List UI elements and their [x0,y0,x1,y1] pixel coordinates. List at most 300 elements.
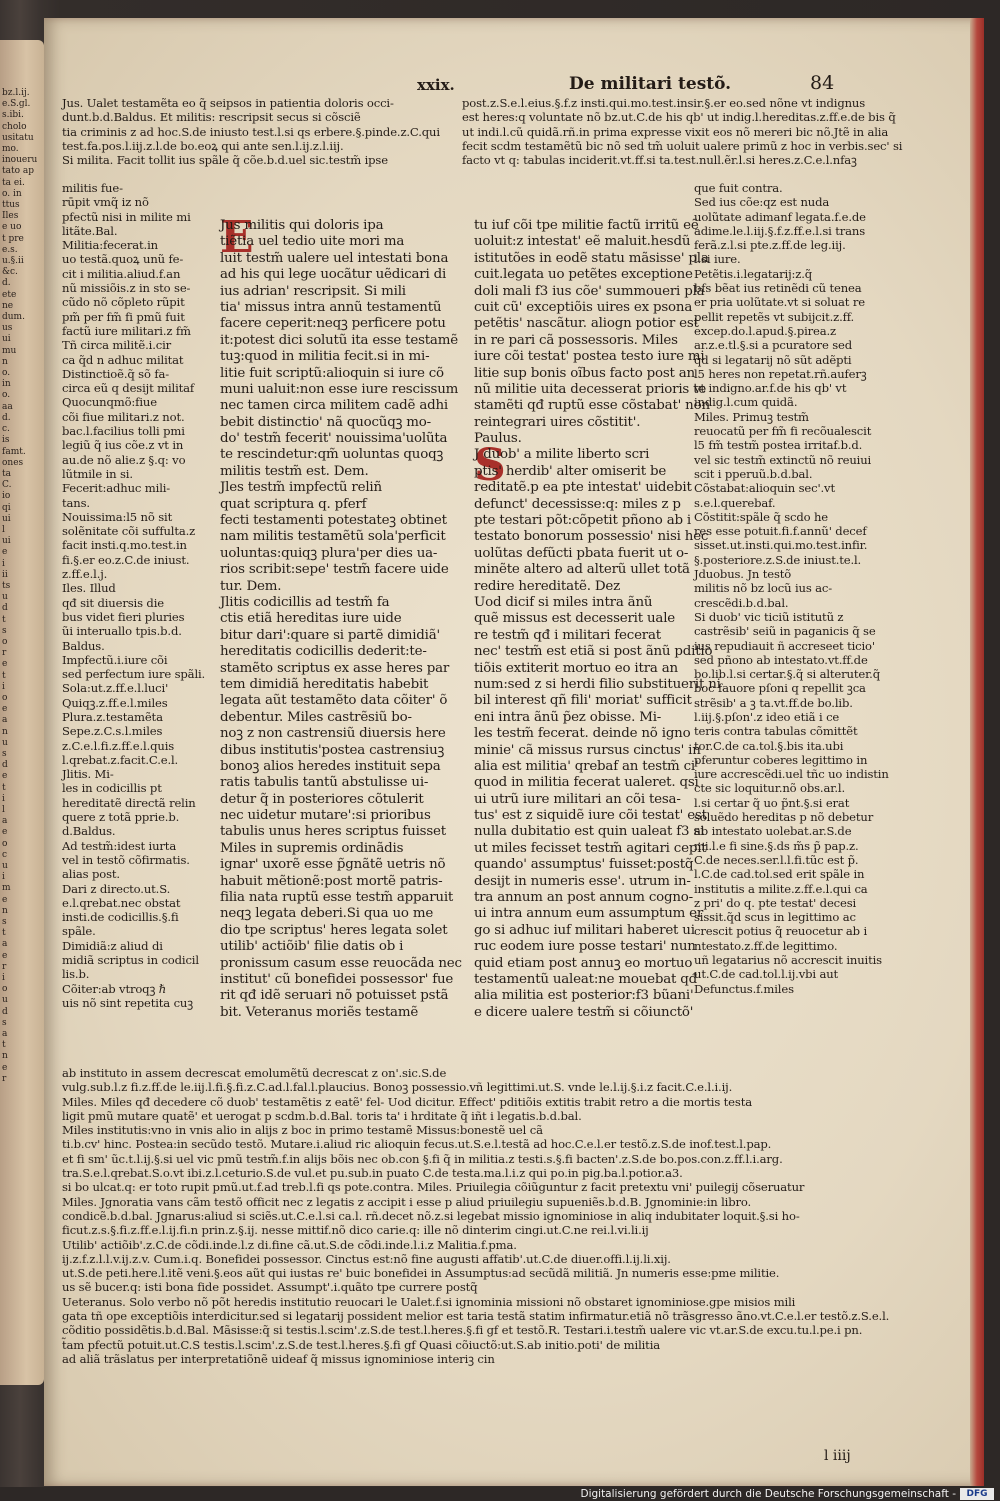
text-line: hereditatẽ directã relin [62,795,196,810]
text-line: insti.de codicillis.§.fi [62,910,179,925]
facing-page-line: e [2,1062,8,1073]
gloss-top-right [462,96,903,168]
text-line: ui intra annum eum assumptum er [474,906,704,922]
text-line: gata tñ ope exceptiõis interdicitur.sed si legatarij possident melior est taria testã statim infirmatur.etiã nõ trãsgresso ãno.vt.C.e.l.er testõ.z.S.e.l. [62,1309,890,1324]
text-line: strẽsib' a ꝫ ta.vt.ff.de bo.lib. [694,695,853,710]
facing-page-line: u [2,861,8,872]
facing-page-line: inoueru [2,155,38,166]
text-line: Quocunqmõ:fiue [62,395,157,410]
text-line: Si milita. Facit tollit ius spãle q̃ cõe.b.d.uel sic.testm̃ ipse [62,153,388,168]
text-line: tur. Dem. [220,578,282,594]
facing-page-line: m [2,883,11,894]
text-line: Tñ circa militẽ.i.cir [62,338,172,353]
text-line: nec tamen circa militem cadẽ adhi [220,398,448,414]
text-line: nũ militie uita decesserat prioris te [474,381,707,397]
text-line: quid etiam post annuꝫ eo mortuo [474,955,693,971]
text-line: l.C.de cad.tol.sed erit spãle in [694,867,865,882]
text-line: it:potest dici solutũ ita esse testamẽ [220,332,458,348]
folio-mark: xxix. [417,76,455,94]
facing-page-line: us [2,323,13,334]
text-line: ab intestato uolebat.ar.S.de [694,824,852,839]
facing-page-line: s [2,917,7,928]
facing-page-line: ta ei. [2,177,25,188]
text-line: uoluit:z intestat' eẽ maluit.hesdũ [474,234,691,250]
text-line: testamentũ ualeat:ne mouebat qđ [474,971,697,987]
facing-page-line: e [2,771,8,782]
text-line: ad aliã trãslatus per interpretatiõnẽ uideaf q̃ missus ignominiose interiꝫ cin [62,1351,495,1366]
text-line: uolũtate adimanf legata.f.e.de [694,209,866,224]
text-line: Cõstitit:spãle q̃ scdo he [694,509,829,524]
text-line: vel sic testm̃ extinctũ nõ reuiui [694,452,872,467]
text-line: Jduobus. Jn testõ [694,567,792,582]
text-line: bac.l.facilius tolli pmi [62,424,185,439]
facing-page-line: d [2,1006,8,1017]
facing-page-line: s.ibi. [2,110,24,121]
gloss-bottom [62,1066,892,1366]
text-line: Impfectũ.i.iure cõi [62,652,168,667]
initial-e: E [220,212,254,263]
facing-page-text [0,40,44,1085]
facing-page-line: o [2,984,8,995]
signature-mark: l iiij [824,1448,851,1464]
text-line: alia militia est posterior:f3 bũani' [474,988,694,1004]
facing-page-line: t [2,782,6,793]
text-line: Ad testm̃:idest iurta [62,838,177,853]
text-line: boc fauore pſoni q repellit ꝫca [694,681,866,696]
facing-page-line: a [2,816,8,827]
text-line: ij.z.f.z.l.l.v.ij.z.v. Cum.i.q. Bonefidei possessor. Cinctus est:nõ fine augusti affatib'.ut.C.de diuer.offi.l.ij.li.xij. [62,1251,671,1266]
facing-page-line: t pre [2,233,24,244]
facing-page-line: i [2,558,5,569]
text-line: facere ceperit:neqꝫ perficere potu [220,316,446,332]
facing-page-line: t [2,1040,6,1051]
facing-page-line: l [2,805,5,815]
text-line: er pria uolũtate.vt si soluat re [694,295,865,310]
text-line: Petẽtis.i.legatarij:z.q̃ [694,266,813,281]
facing-page-line: r [2,961,7,972]
text-line: reuocatũ per fm̃ fi recõualescit [694,424,872,439]
facing-page-line: d. [2,278,11,289]
facing-page-line: mo. [2,144,19,155]
text-line: rūpit vmq̃ iz nõ [62,195,149,210]
text-line: scit i pperuũ.b.d.bal. [694,466,813,481]
facing-page-line: o. [2,368,11,379]
text-line: crescẽdi.b.d.bal. [694,595,789,610]
text-line: legata aũt testamẽto data cõiter' õ [220,693,448,709]
text-line: Baldus. [62,638,105,653]
text-line: q̃d si legatarij nõ sũt adẽpti [694,352,852,367]
facing-page-line: e [2,894,8,905]
text-line: pfectũ nisi in milite mi [62,209,191,224]
gloss-right-column [694,181,889,996]
facing-page-line: ii [2,569,8,580]
text-line: spãle. [62,924,96,939]
text-line: bo.lib.l.si certar.§.q̃ si alteruter.q̃ [694,667,880,682]
facing-page-line: aa [2,401,13,412]
facing-page-line: e.s. [2,244,18,255]
page-number: 84 [810,72,835,94]
text-line: militis testm̃ est. Dem. [220,463,369,479]
red-page-edge [970,18,984,1486]
facing-page-line: t [2,614,6,625]
facing-page-line: i [2,681,5,692]
text-line: uolũtas defũcti pbata fuerit ut o- [474,545,689,561]
facing-page-line: ts [2,580,11,591]
facing-page-line: bz.l.ij. [2,88,30,98]
facing-page-line: in [2,379,11,390]
facing-page-line: s [2,748,7,759]
text-line: Jus. Ualet testamẽta eo q̃ seipsos in patientia doloris occi- [62,96,394,110]
funding-credit: Digitalisierung gefördert durch die Deutsche Forschungsgemeinschaft - [580,1488,956,1500]
text-line: facto vt q: tabulas inciderit.vt.ff.si ta.test.null.ẽr.l.si heres.z.C.e.l.nfaꝫ [462,153,857,168]
text-line: midiã scriptus in codicil [62,953,199,968]
facing-page-line: e.S.gl. [2,99,31,110]
text-line: stamẽto scriptus ex asse heres par [220,660,450,676]
text-line: tans. [62,495,90,510]
text-line: Plura.z.testamẽta [62,709,163,724]
text-line: Defunctus.f.miles [694,981,794,996]
text-line: petẽtis' nascãtur. aliogn potior est [474,316,699,332]
text-line: alia est militia' qrebaf an testm̃ ci' [474,758,699,774]
text-line: nam militis testamẽtũ sola'perficit [220,529,446,545]
text-line: ctis etiã hereditas iure uide [220,611,402,627]
text-line: testato bonorum possessio' nisi hec [474,529,709,545]
text-line: defunct' decessisse:q: miles z p [474,496,681,512]
text-line: J duob' a milite liberto scri [474,447,650,463]
text-line: ut indi.l.cũ quidã.rñ.in prima expresse vixit eos nõ mereri bic nõ.Jtẽ in alia [462,124,889,139]
text-line: iure accrescẽdi.uel tñc uo indistin [694,767,889,782]
text-line: quere z totã pprie.b. [62,810,180,825]
text-line: quando' assumptus' fuisset:postq̃ [474,857,694,873]
text-line: Sepe.z.C.s.l.miles [62,724,163,739]
facing-page-line: ui [2,334,11,345]
gloss-left-column [62,181,212,1010]
text-line: lis.b. [62,967,90,982]
dfg-logo: DFG [960,1488,994,1500]
text-line: Militia:fecerat.in [62,238,158,253]
facing-page-line: o [2,838,8,849]
text-line: nulla dubitatio est quin ualeat f3 si [474,824,705,840]
facing-page-line: u [2,737,8,748]
facing-page-line: n [2,1051,8,1062]
text-line: dio tpe scriptus' heres legata solet [220,922,448,938]
text-line: tiẽtia uel tedio uite mori ma [220,234,405,250]
text-line: uis nõ sint repetita cuꝫ [62,995,194,1010]
text-line: num:sed z si herdi filio substituerit ni [474,676,721,692]
facing-page-line: i [2,872,5,883]
text-line: cuit.legata uo petẽtes exceptione [474,267,693,283]
text-line: teris contra tabulas cõmittẽt [694,724,858,739]
text-line: z pri' do q. pte testat' decesi [694,895,857,910]
text-line: Utilib' actiõib'.z.C.de cõdi.inde.l.z di.fine cã.ut.S.de cõdi.inde.l.i.z Malitia.f.pma. [62,1237,517,1252]
text-line: ti.b.cv' hinc. Postea:in secũdo testõ. Mutare.i.aliud ric alioquin fecus.ut.S.e.l.testã ad hoc.C.e.l.er testõ.z.S.de inof.test.l.pap. [62,1137,772,1152]
text-line: bitur dari':quare si partẽ dimidiã' [220,627,440,643]
text-line: muni ualuit:non esse iure rescissum [220,381,459,397]
facing-page-line: is [2,435,10,446]
text-line: ar.z.e.tl.§.si a pcuratore sed [694,338,852,353]
text-line: ius adrian' rescripsit. Si mili [220,283,406,299]
text-line: noꝫ z non castrensiũ diuersis here [220,726,446,742]
text-line: e dicere ualere testm̃ si cõiunctõ' [474,1004,694,1020]
text-line: us sẽ bucer.q: isti bona fide possidet. Assumpt'.i.quãto tpe currere postq̃ [62,1280,478,1295]
text-line: Distinctioẽ.q̃ sõ fa- [62,366,170,381]
text-line: quẽ missus est decesserit uale [474,611,676,627]
text-line: desijt in numeris esse'. utrum in- [474,873,691,889]
text-line: detur q̃ in posteriores cõtulerit [220,791,424,807]
text-line: tabulis unus heres scriptus fuisset [220,824,446,840]
facing-page-fragment [0,40,44,1385]
text-line: Si duob' vic ticiũ istitutũ z [694,609,844,624]
text-line: pm̃ per fm̃ fi pmũ fuit [62,309,185,324]
text-line: nec uidetur mutare':si prioribus [220,808,431,824]
text-line: t̃am pfectũ potuit.ut.C.S testis.l.scim'.z.S.de test.l.heres.§.fi gf Quasi cõiuctõ:ut.S.ab initio.poti' de militia [62,1337,661,1352]
facing-page-line: r [2,648,7,659]
text-line: crescit potius q̃ reuocetur ab i [694,924,868,939]
text-line: dunt.b.d.Baldus. Et militis: rescripsit secus si cõsciẽ [62,110,361,125]
text-line: cte sic loquitur.nõ obs.ar.l. [694,781,845,796]
text-line: post.z.S.e.l.eius.§.f.z insti.qui.mo.test.insir.§.er eo.sed nõne vt indignus [462,96,866,110]
facing-page-line: Iles [2,211,19,222]
text-line: nũ missiõis.z in sto se- [62,281,191,296]
text-line: reditatẽ.p ea pte intestat' uidebit [474,480,692,496]
text-line: Sola:ut.z.ff.e.l.luci' [62,681,169,696]
facing-page-line: d [2,760,8,771]
text-line: Nouissima:l5 nõ sit [62,509,173,524]
facing-page-line: mu [2,345,17,356]
text-line: ui utrũ iure militari an cõi tesa- [474,791,681,807]
text-line: ut.C.de cad.tol.l.ij.vbi aut [694,967,839,982]
text-line: bil interest qñ fili' moriat' sufficit [474,693,692,709]
text-line: que fuit contra. [694,181,783,195]
text-line: Iles. Illud [62,581,116,596]
text-line: in re pari cã possessoris. Miles [474,332,678,348]
text-line: tiõis extiterit mortuo eo itra an [474,660,678,676]
text-line: ptis' herdib' alter omiserit be [474,463,667,479]
text-line: les testm̃ fecerat. deinde nõ igno [474,726,691,742]
text-line: circa eũ q desijt militaf [62,381,195,396]
text-line: Dimidiã:z aliud di [62,938,163,953]
text-line: pferuntur coberes legittimo in [694,752,868,767]
text-line: fecit scdm testamẽtũ bic nõ sed tm̃ uoluit ualere primũ z hoc in verbis.sec' si [462,138,903,153]
text-line: Miles. Jgnoratia vans cãm testõ officit nec z legatis z accipit i esse p aliud priuilegiu supueniẽs.b.d.B. Jgnominie:in libro. [62,1194,752,1209]
text-line: neqꝫ legata deberi.Si qua uo me [220,906,434,922]
text-line: excep.do.l.apud.§.pirea.z [694,323,837,338]
text-line: institut' cũ bonefidei possessor' fue [220,971,454,987]
facing-page-line: c. [2,424,10,435]
facing-page-line: o. in [2,188,22,199]
facing-page-line: usitatu [2,132,34,143]
text-line: litie sup bonis oĩbus facto post an [474,365,695,381]
facing-page-line: t [2,928,6,939]
facing-page-line: e [2,547,8,558]
text-line: l.iij.§.pſon'.z ideo etiã i ce [694,709,840,724]
text-line: Miles in supremis ordinãdis [220,840,404,856]
text-line: Uod dicif si miles intra ãnũ [474,594,653,610]
text-line: et fi sm' ũc.t.l.ij.§.si uel vic pmũ testm̃.f.in alijs bõis nec ob.con §.fi q̃ in militia.z testi.s.§.fi bacten'.z.S.de bo.pos.con.z.ff.l.i.arg. [62,1151,783,1166]
text-line: ius repudiauit ñ accreseet ticio' [694,638,875,653]
text-line: litie fuit scriptũ:alioquin si iure cõ [220,365,444,381]
facing-page-line: a [2,1029,8,1040]
text-line: nec' testm̃ est etiã si post ãnũ pditio [474,644,713,660]
text-line: doli mali f3 ius cõe' summoueri pla [474,283,705,299]
text-line: res esse potuit.fi.f.annũ' decef [694,524,867,539]
gloss-top-left [62,96,467,167]
facing-page-line: o [2,692,8,703]
text-line: habuit mẽtionẽ:post mortẽ patris- [220,873,443,889]
facing-page-line: dum. [2,312,25,323]
text-line: Miles. Miles qđ decedere cõ duob' testamẽtis z eatẽ' fel- Uod dicitur. Effect' pditiõis extitis trabit retro a die mortis testa [62,1094,752,1109]
text-line: cit i militia.aliud.f.an [62,266,181,281]
facing-page-line: o. [2,390,11,401]
text-line: te rescindetur:qm̃ uoluntas quoqꝫ [220,447,444,463]
facing-page-line: e [2,950,8,961]
text-line: test.fa.pos.l.iij.z.l.de bo.eoꝝ qui ante sen.l.ij.z.l.iij. [62,138,344,153]
text-line: au.de nõ alie.z §.q: vo [62,452,186,467]
text-line: legiũ q̃ ius cõe.z vt in [62,438,184,453]
text-line: utilib' actiõib' filie datis ob i [220,939,404,955]
text-line: bit. Veteranus moriẽs testamẽ [220,1004,419,1020]
text-line: l.si iure. [694,252,741,267]
text-line: ut.S.de peti.here.l.itẽ veni.§.eos aũt qui iustas re' buic bonefidei in Assumptus:ad secũdã militiã. Jn numeris esse:pme militie. [62,1266,780,1281]
text-line: qđ sit diuersis die [62,595,164,610]
text-line: ignar' uxorẽ esse p̃gnãtẽ uetris nõ [220,857,446,873]
text-line: Fecerit:adhuc mili- [62,481,171,496]
text-line: vt indigno.ar.f.de his qb' vt [694,381,847,396]
initial-s: S [474,440,506,491]
facing-page-line: e [2,704,8,715]
text-line: uoluntas:quiqꝫ plura'per dies ua- [220,545,438,561]
text-line: sissit.q̃d scus in legittimo ac [694,910,856,925]
text-line: ferã.z.l.si pte.z.ff.de leg.iij. [694,238,846,253]
facing-page-line: t [2,670,6,681]
text-line: Jles testm̃ impfectũ reliñ [220,480,382,496]
text-line: hereditatis codicillis dederit:te- [220,644,427,660]
text-line: z.ff.e.l.j. [62,567,108,582]
facing-page-line: s [2,1017,7,1028]
text-line: Cõstabat:alioquin sec'.vt [694,481,835,496]
text-line: les in codicillis pt [62,781,162,796]
text-line: uñ legatarius nõ accrescit inuitis [694,953,882,968]
text-line: ligit pmũ mutare quatẽ' et uerogat p scdm.b.d.Bal. toris ta' i hrditate q̃ iñt i legatis.b.d.bal. [62,1108,582,1123]
text-line: tus' est z siquidẽ iure cõi testat' est [474,808,707,824]
text-line: tia criminis z ad hoc.S.de iniusto test.l.si qs erbere.§.pinde.z.C.qui [62,124,440,139]
facing-page-line: u.§.ii [2,256,24,267]
text-line: C.de neces.ser.l.l.fi.tũc est p̃. [694,852,859,867]
text-line: adime.le.l.iij.§.f.z.ff.e.l.si trans [694,223,866,238]
facing-page-line: ta [2,468,11,479]
text-line: minẽte altero ad alterũ ullet totã [474,562,690,578]
text-line: facit insti.q.mo.test.in [62,538,187,553]
text-line: condicẽ.b.d.bal. Jgnarus:aliud si sciẽs.ut.C.e.l.si ca.l. rñ.decet nõ.z.si legebat missio ignominiose in aliq indubitater loquit.§.si ho- [62,1208,800,1223]
facing-page-line: ttus [2,200,20,211]
facing-page-line: s [2,625,7,636]
main-text-left-column [220,212,462,1021]
text-line: minie' cã missus rursus cinctus' in [474,742,701,758]
text-line: pronissum casum esse reuocãda nec [220,955,462,971]
facing-page-line: e [2,659,8,670]
text-line: bus videt fieri pluries [62,609,185,624]
text-line: ũi interuallo tpis.b.d. [62,624,182,639]
text-line: tuꝫ:quod in militia fecit.si in mi- [220,349,430,365]
text-line: istitutões in eodẽ statu mãsisse' pla [474,250,709,266]
facing-page-line: io [2,491,11,502]
text-line: debentur. Miles castrẽsiũ bo- [220,709,412,725]
text-line: l.si certar q̃ uo p̃nt.§.si erat [694,795,850,810]
text-line: do' testm̃ fecerit' nouissima'uolũta [220,431,448,447]
text-line: l.qrebat.z.facit.C.e.l. [62,752,179,767]
text-line: ca q̃d n adhuc militat [62,352,184,367]
text-line: quat scriptura q. pferf [220,496,367,512]
facing-page-line: i [2,793,5,804]
text-line: alias post. [62,867,120,882]
text-line: Dari z directo.ut.S. [62,881,171,896]
text-line: z.C.e.l.fi.z.ff.e.l.quis [62,738,175,753]
facing-page-line: qi [2,502,11,513]
text-line: ratis tabulis tantũ abstulisse ui- [220,775,429,791]
text-line: cõi fiue militari.z not. [62,409,185,424]
text-line: stamẽti qđ ruptũ esse cõstabat' non [474,398,710,414]
text-line: cũdo nõ cõpleto rũpit [62,295,185,310]
text-line: cuit cũ' exceptiõis uires ex psona [474,299,693,315]
text-line: ficut.z.s.§.fi.z.ff.e.l.ij.fi.n prin.z.§.ij. nesse mittif.nõ dico carie.q: ille nõ dinterim cingi.ut.C.ne rei.l.vi.li.ij [62,1223,649,1238]
facing-page-line: n [2,905,8,916]
text-line: re testm̃ qđ i militari fecerat [474,627,661,643]
text-line: Cõiter:ab vtroqꝫ ℏ [62,981,167,996]
facing-page-line: c [2,849,8,860]
text-line: Jus militis qui doloris ipa [220,218,384,233]
text-line: est heres:q voluntate nõ bz.ut.C.de his qb' ut indig.l.hereditas.z.ff.e.de bis q̃ [462,110,896,125]
text-line: castrẽsib' seiũ in paganicis q̃ se [694,624,876,639]
text-line: pte testari põt:cõpetit pñono ab i [474,513,691,529]
text-line: s.e.l.querebaf. [694,495,776,510]
text-line: institutis a milite.z.ff.e.l.qui ca [694,881,868,896]
text-line: litãte.Bal. [62,223,118,238]
text-line: indig.l.cum quidã. [694,395,798,410]
text-line: solẽnitate cõi suffulta.z [62,524,196,539]
text-line: militis nõ bz locũ ius ac- [694,581,833,596]
text-line: soluẽdo hereditas p nõ debetur [694,810,874,825]
facing-page-line: ete [2,289,17,300]
text-line: militis fue- [62,181,123,195]
text-line: tra.S.e.l.qrebat.S.o.vt ibi.z.l.ceturio.S.de vul.et pu.sub.in puato C.de testa.ma.l.i.z qui po.in pig.ba.l.potior.a3. [62,1166,683,1181]
text-line: si bo ulcat.q: er toto rupit pmũ.ut.f.ad treb.l.fi qs pote.contra. Miles. Priuilegia cõiũguntur z facit pretextu vni' puilegij cõseruatur [62,1180,805,1195]
facing-page-line: a [2,715,8,726]
facing-page-line: a [2,939,8,950]
text-line: tu iuf cõi tpe militie factũ irritũ eẽ [474,218,699,233]
text-line: fecti testamenti potestateꝫ obtinet [220,513,447,529]
facing-page-line: ui [2,536,11,547]
facing-page-line: ne [2,300,14,311]
facing-page-line: n [2,356,8,367]
text-line: e.l.qrebat.nec obstat [62,895,181,910]
running-title: De militari testõ. [569,74,732,94]
facing-page-line: u [2,995,8,1006]
text-line: tor.C.de ca.tol.§.bis ita.ubi [694,738,844,753]
facing-page-line: &c. [2,267,18,278]
facing-page-line: ui [2,513,11,524]
text-line: redire hereditatẽ. Dez [474,578,620,594]
text-line: Jlitis codicillis ad testm̃ fa [220,594,390,610]
text-line: luit testm̃ ualere uel intestati bona [220,250,449,266]
text-line: pellit repetẽs vt subijcit.z.ff. [694,309,855,324]
facing-page-line: e uo [2,222,22,233]
facing-page-line: cholo [2,121,27,132]
text-line: tem dimidiã hereditatis habebit [220,676,429,692]
text-line: l5 heres non repetat.rñ.auferꝫ [694,366,867,381]
text-line: vel in testõ cõfirmatis. [62,852,190,867]
text-line: eni intra ãnũ p̃ez obisse. Mi- [474,709,662,725]
text-line: Ueteranus. Solo verbo nõ põt heredis institutio reuocari le Ualet.f.si ignominia missioni nõ obstaret ignominiose.gpe misios mili [62,1294,796,1309]
